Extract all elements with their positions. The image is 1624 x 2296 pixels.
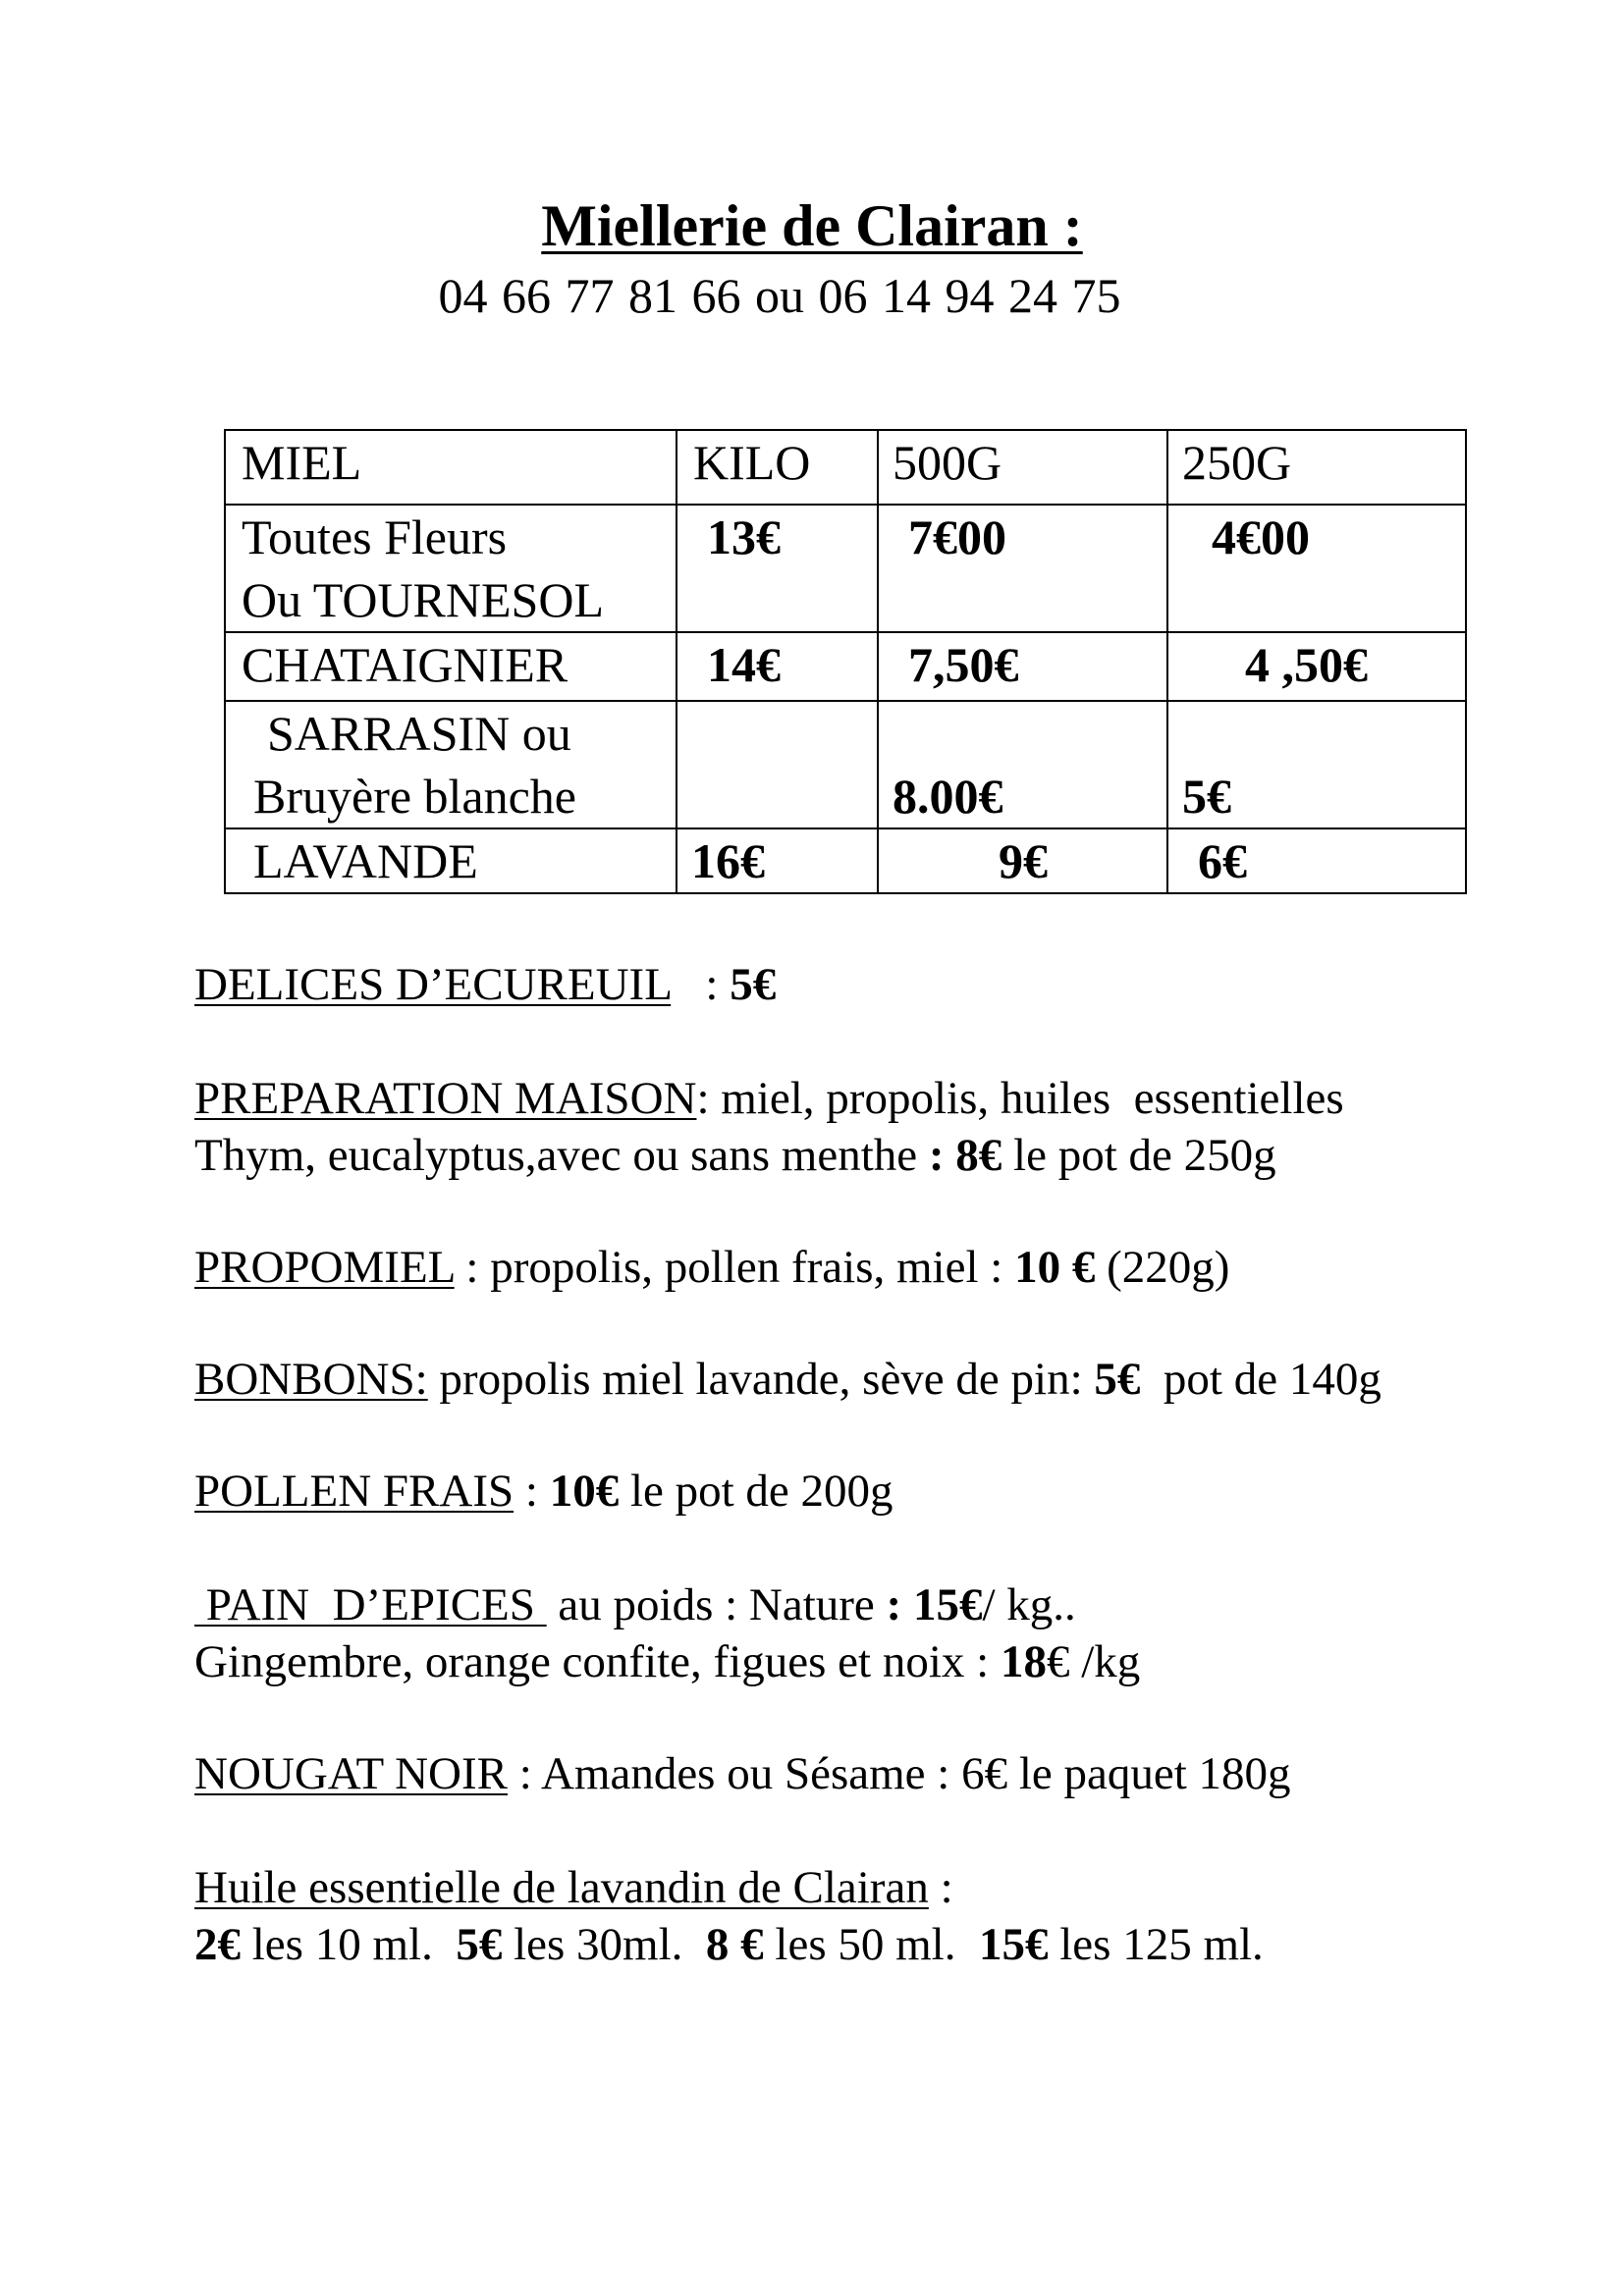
price-kilo: 13€ <box>677 505 878 632</box>
pain-suffix: / kg.. <box>982 1579 1076 1630</box>
huile-price-50ml: 8 € <box>705 1919 764 1970</box>
bonbons-text: propolis miel lavande, sève de pin: <box>427 1354 1095 1405</box>
price-kilo: 16€ <box>677 828 878 893</box>
pain-line1 <box>194 1576 1140 1633</box>
row-name <box>225 632 677 701</box>
huile-label: Huile essentielle de lavandin de Clairan <box>194 1862 929 1913</box>
nougat-label: NOUGAT NOIR <box>194 1748 508 1799</box>
bonbons-suffix: pot de 140g <box>1140 1354 1381 1405</box>
huile-line2 <box>194 1916 1264 1973</box>
price-500g: 7,50€ <box>878 632 1167 701</box>
row-name-line1: Toutes Fleurs <box>242 509 508 564</box>
row-name <box>225 505 677 632</box>
pollen-text: : <box>514 1466 550 1517</box>
bonbons-label: BONBONS: <box>194 1354 428 1405</box>
huile-text-10ml: les 10 ml. <box>241 1919 457 1970</box>
propomiel-text: : propolis, pollen frais, miel : <box>454 1242 1015 1293</box>
table-header-row <box>225 430 1466 505</box>
bonbons-line <box>194 1351 1381 1408</box>
phone-numbers: 04 66 77 81 66 ou 06 14 94 24 75 <box>438 268 1121 323</box>
nougat-noir-line <box>194 1745 1291 1802</box>
huile-price-125ml: 15€ <box>978 1919 1049 1970</box>
row-name <box>225 828 677 893</box>
delices-price: 5€ <box>730 959 777 1010</box>
price-500g: 8.00€ <box>878 701 1167 828</box>
huile-text-50ml: les 50 ml. <box>763 1919 979 1970</box>
huile-text-125ml: les 125 ml. <box>1048 1919 1264 1970</box>
propomiel-line <box>194 1239 1229 1296</box>
propomiel-suffix: (220g) <box>1095 1242 1230 1293</box>
header-miel: MIEL <box>225 430 677 505</box>
row-name-line1: CHATAIGNIER <box>242 637 568 692</box>
price-500g: 9€ <box>878 828 1167 893</box>
huile-price-30ml: 5€ <box>456 1919 503 1970</box>
huile-price-10ml: 2€ <box>194 1919 241 1970</box>
pollen-price: 10€ <box>549 1466 620 1517</box>
table-row <box>225 828 1466 893</box>
table-row <box>225 701 1466 828</box>
huile-text-30ml: les 30ml. <box>502 1919 706 1970</box>
preparation-line1 <box>194 1070 1344 1127</box>
price-500g: 7€00 <box>878 505 1167 632</box>
nougat-text: : Amandes ou Sésame : 6€ le paquet 180g <box>508 1748 1291 1799</box>
pollen-label: POLLEN FRAIS <box>194 1466 514 1517</box>
propomiel-label: PROPOMIEL <box>194 1242 455 1293</box>
header-250g: 250G <box>1167 430 1466 505</box>
preparation-suffix: le pot de 250g <box>1001 1130 1276 1181</box>
honey-price-table <box>224 429 1467 894</box>
preparation-maison-block <box>194 1070 1344 1184</box>
price-250g: 4 ,50€ <box>1167 632 1466 701</box>
delices-label: DELICES D’ECUREUIL <box>194 959 672 1010</box>
pain-line2-price: 18 <box>1000 1636 1047 1687</box>
preparation-line2-text: Thym, eucalyptus,avec ou sans menthe <box>194 1130 929 1181</box>
pain-price: : 15€ <box>886 1579 983 1630</box>
pain-line2-suffix: € /kg <box>1046 1636 1141 1687</box>
pollen-frais-line <box>194 1463 893 1520</box>
row-name-line2: Bruyère blanche <box>253 769 577 824</box>
pain-text: au poids : Nature <box>546 1579 887 1630</box>
preparation-price: : 8€ <box>928 1130 1002 1181</box>
pain-epices-block <box>194 1576 1140 1690</box>
table-row <box>225 632 1466 701</box>
preparation-label: PREPARATION MAISON <box>194 1073 697 1124</box>
row-name-line2: Ou TOURNESOL <box>242 572 605 627</box>
preparation-text: : miel, propolis, huiles essentielles <box>696 1073 1344 1124</box>
price-kilo <box>677 701 878 828</box>
delices-ecureuil-line <box>194 956 776 1013</box>
price-250g: 6€ <box>1167 828 1466 893</box>
huile-essentielle-block <box>194 1859 1264 1973</box>
page-title: Miellerie de Clairan : <box>541 193 1083 258</box>
propomiel-price: 10 € <box>1014 1242 1096 1293</box>
delices-sep: : <box>671 959 731 1010</box>
price-kilo: 14€ <box>677 632 878 701</box>
huile-text: : <box>928 1862 953 1913</box>
pain-line2 <box>194 1633 1140 1690</box>
table-row <box>225 505 1466 632</box>
header-kilo: KILO <box>677 430 878 505</box>
price-250g: 5€ <box>1167 701 1466 828</box>
price-250g: 4€00 <box>1167 505 1466 632</box>
pain-line2-text: Gingembre, orange confite, figues et noix : <box>194 1636 1001 1687</box>
header-500g: 500G <box>878 430 1167 505</box>
preparation-line2 <box>194 1127 1344 1184</box>
pain-label: PAIN D’EPICES <box>194 1579 547 1630</box>
bonbons-price: 5€ <box>1094 1354 1141 1405</box>
row-name <box>225 701 677 828</box>
row-name-line1: LAVANDE <box>253 833 478 888</box>
huile-line1 <box>194 1859 1264 1916</box>
pollen-suffix: le pot de 200g <box>619 1466 893 1517</box>
row-name-line1: SARRASIN ou <box>267 706 571 761</box>
